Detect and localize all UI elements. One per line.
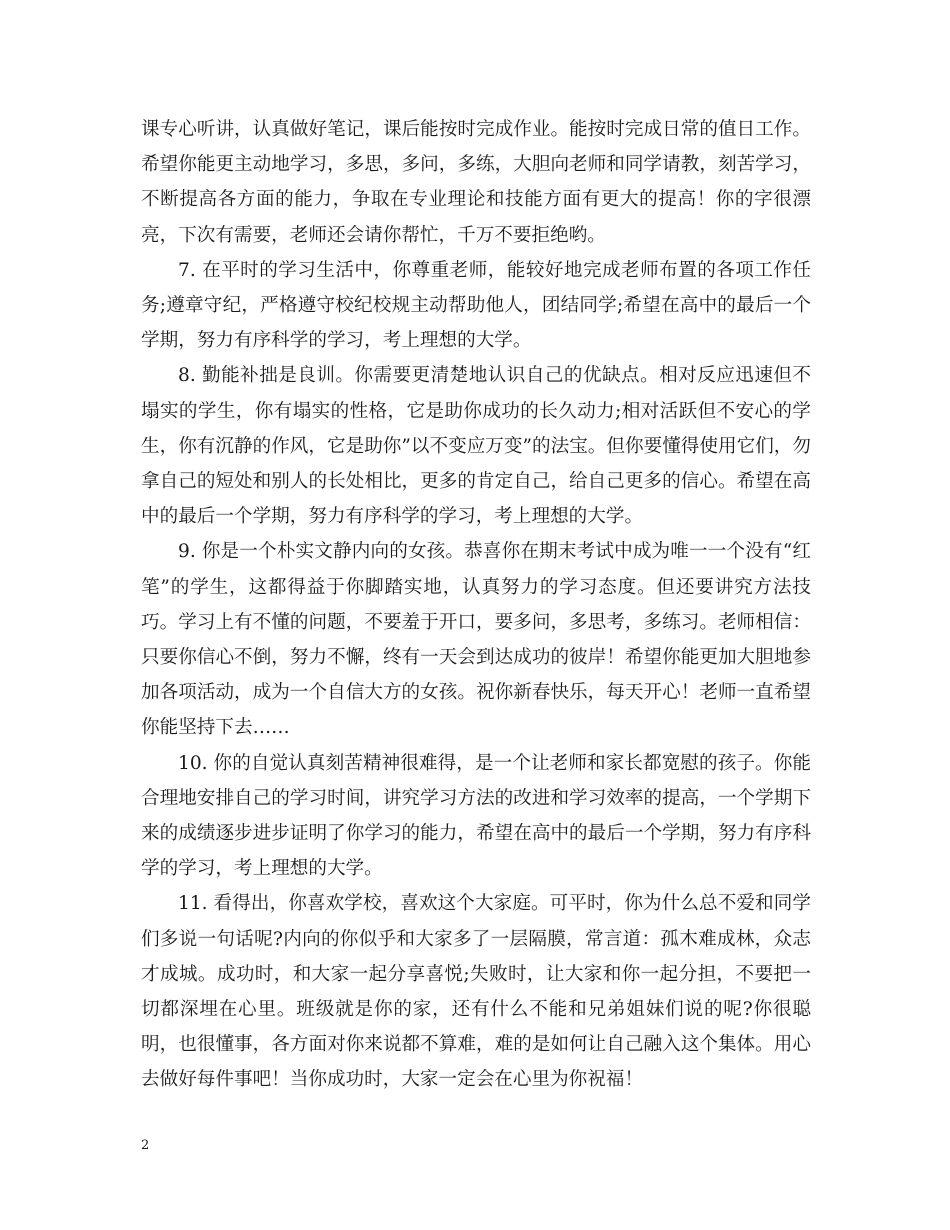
paragraph-item-10: 10. 你的自觉认真刻苦精神很难得，是一个让老师和家长都宽慰的孩子。你能合理地安排自己的学习时间，讲究学习方法的改进和学习效率的提高，一个学期下来的成绩逐步进步证明了你学习的能力，希望在高中的最后一个学期，努力有序科学的学习，考上理想的大学。 [141, 752, 811, 880]
paragraph-item-7: 7. 在平时的学习生活中，你尊重老师，能较好地完成老师布置的各项工作任务;遵章守纪，严格遵守校纪校规主动帮助他人，团结同学;希望在高中的最后一个学期，努力有序科学的学习，考上理想的大学。 [141, 259, 811, 352]
page-number: 2 [141, 1138, 150, 1153]
paragraph-item-11: 11. 看得出，你喜欢学校，喜欢这个大家庭。可平时，你为什么总不爱和同学们多说一句话呢?内向的你似乎和大家多了一层隔膜，常言道：孤木难成林，众志才成城。成功时，和大家一起分享喜悦;失败时，让大家和你一起分担，不要把一切都深埋在心里。班级就是你的家，还有什么不能和兄弟姐妹们说的呢?你很聪明，也很懂事，各方面对你来说都不算难，难的是如何让自己融入这个集体。用心去做好每件事吧！当你成功时，大家一定会在心里为你祝福！ [141, 893, 811, 1091]
paragraph-continuation: 课专心听讲，认真做好笔记，课后能按时完成作业。能按时完成日常的值日工作。希望你能更主动地学习，多思，多问，多练，大胆向老师和同学请教，刻苦学习，不断提高各方面的能力，争取在专业理论和技能方面有更大的提高！你的字很漂亮，下次有需要，老师还会请你帮忙，千万不要拒绝哟。 [141, 119, 811, 246]
paragraph-item-9: 9. 你是一个朴实文静内向的女孩。恭喜你在期末考试中成为唯一一个没有“红笔”的学生，这都得益于你脚踏实地，认真努力的学习态度。但还要讲究方法技巧。学习上有不懂的问题，不要羞于开口，要多问，多思考，多练习。老师相信：只要你信心不倒，努力不懈，终有一天会到达成功的彼岸！希望你能更加大胆地参加各项活动，成为一个自信大方的女孩。祝你新春快乐，每天开心！老师一直希望你能坚持下去…… [141, 541, 811, 739]
document-body [141, 112, 811, 1098]
paragraph-item-8: 8. 勤能补拙是良训。你需要更清楚地认识自己的优缺点。相对反应迅速但不塌实的学生，你有塌实的性格，它是助你成功的长久动力;相对活跃但不安心的学生，你有沉静的作风，它是助你”以不变应万变”的法宝。但你要懂得使用它们，勿拿自己的短处和别人的长处相比，更多的肯定自己，给自己更多的信心。希望在高中的最后一个学期，努力有序科学的学习，考上理想的大学。 [141, 365, 811, 528]
